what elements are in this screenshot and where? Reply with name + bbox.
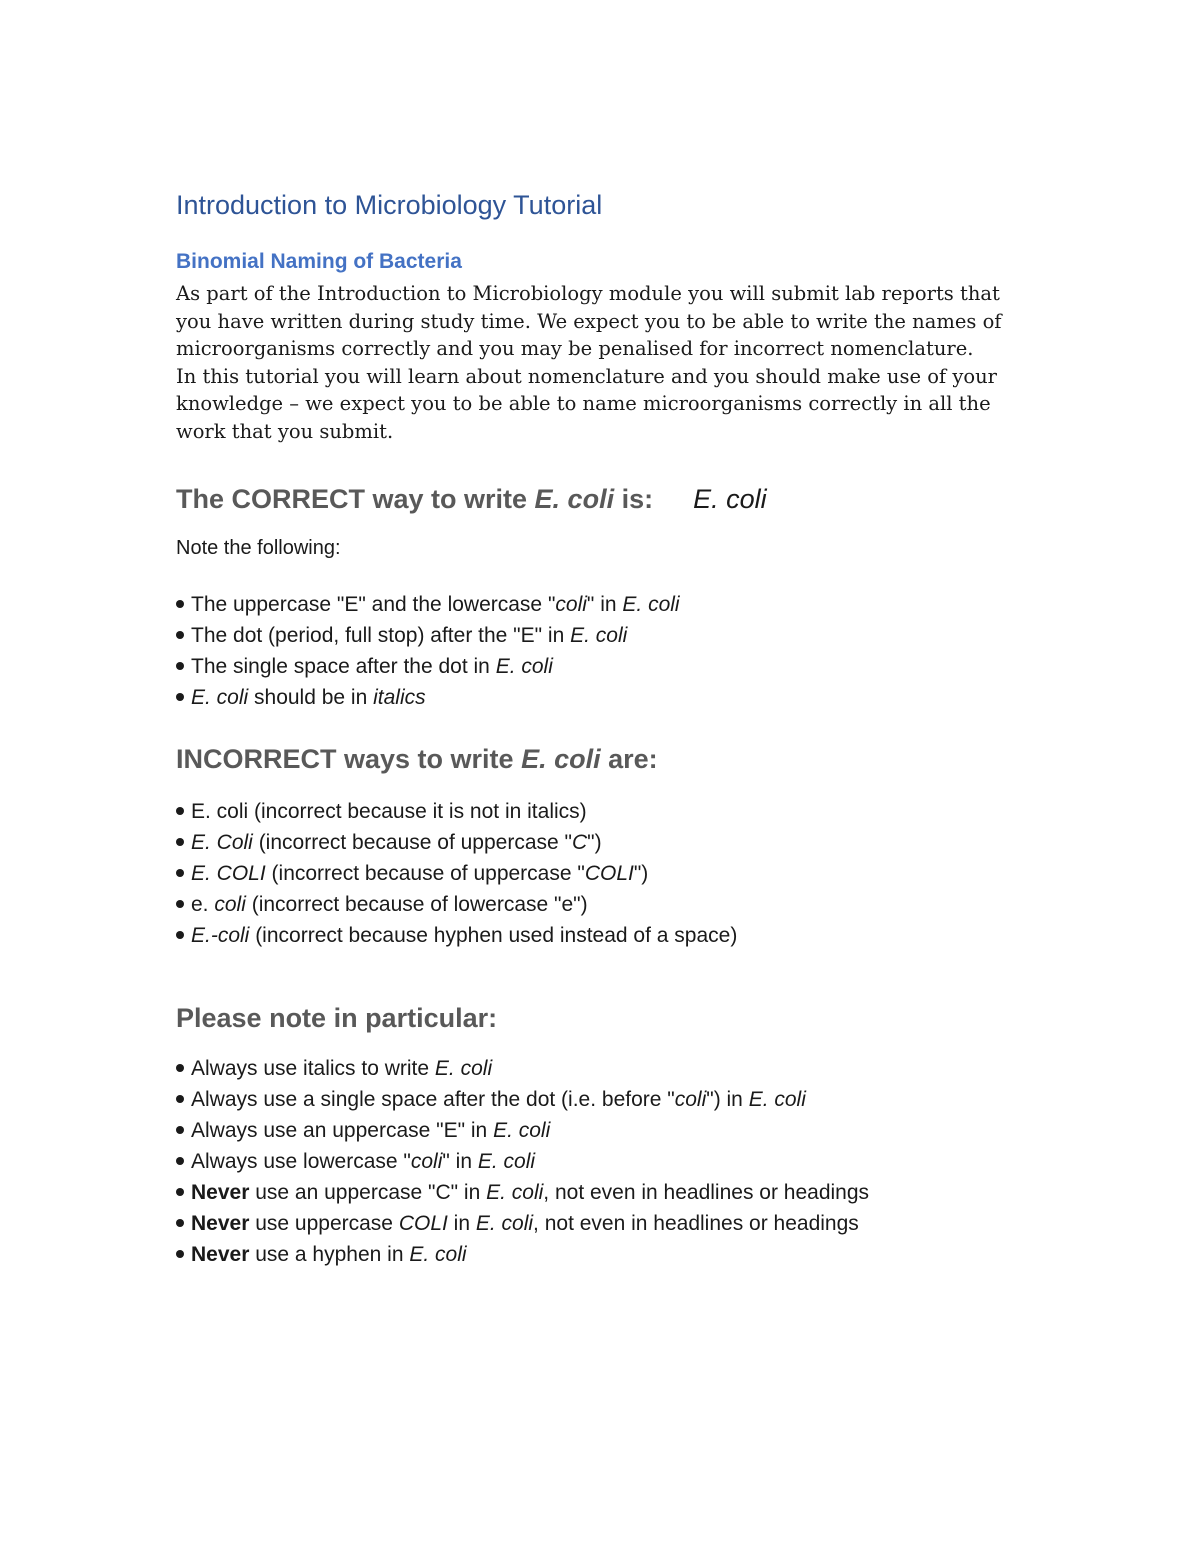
text-run: E. coli	[477, 1150, 536, 1173]
text-run: E. coli (incorrect because it is not in italics)	[191, 800, 587, 823]
list-item	[176, 920, 737, 951]
correct-answer: E. coli	[693, 484, 767, 514]
text-run: E. Coli	[191, 831, 253, 854]
correct-heading-name: E. coli	[534, 484, 615, 514]
text-run: E. coli	[495, 655, 553, 678]
text-run: " in	[586, 593, 623, 616]
bullet-icon	[176, 838, 184, 846]
text-run: E. COLI	[191, 862, 266, 885]
bullet-icon	[176, 931, 184, 939]
bullet-icon	[176, 631, 184, 639]
text-run: Never	[191, 1212, 250, 1235]
text-run: Always use an uppercase "E" in	[191, 1119, 494, 1142]
text-run: E. coli	[493, 1119, 551, 1142]
intro-line: In this tutorial you will learn about nomenclature and you should make use of your	[176, 364, 997, 388]
list-item	[176, 1146, 869, 1177]
note-label: Note the following:	[176, 537, 341, 559]
list-item	[176, 620, 680, 651]
intro-line: As part of the Introduction to Microbiology module you will submit lab reports that	[176, 282, 1000, 305]
text-run: C	[571, 831, 588, 854]
page-title: Introduction to Microbiology Tutorial	[176, 190, 603, 220]
text-run: COLI	[398, 1212, 448, 1235]
bullet-icon	[176, 1126, 184, 1134]
text-run: (incorrect because hyphen used instead of a space)	[249, 924, 738, 947]
bullet-icon	[176, 1250, 184, 1258]
list-item	[176, 682, 680, 713]
list-item	[176, 589, 680, 620]
text-run: use a hyphen in	[249, 1243, 410, 1266]
text-run: italics	[373, 686, 426, 709]
section-subtitle: Binomial Naming of Bacteria	[176, 250, 462, 273]
text-run: , not even in headlines or headings	[533, 1212, 859, 1235]
text-run: Always use lowercase "	[191, 1150, 411, 1173]
text-run: (incorrect because of uppercase "	[265, 862, 585, 885]
bullet-icon	[176, 693, 184, 701]
text-run: E. coli	[622, 593, 680, 616]
list-item	[176, 1208, 869, 1239]
correct-heading	[176, 484, 767, 515]
bullet-icon	[176, 1219, 184, 1227]
text-run: E. coli	[486, 1181, 544, 1204]
text-run: (incorrect because of lowercase "e")	[245, 893, 588, 916]
bullet-icon	[176, 1188, 184, 1196]
text-run: " in	[442, 1150, 478, 1173]
list-item	[176, 1177, 869, 1208]
intro-paragraph	[176, 280, 1056, 445]
rules-list	[176, 1053, 869, 1270]
text-run: coli	[214, 893, 246, 916]
text-run: Never	[191, 1181, 250, 1204]
list-item	[176, 858, 737, 889]
text-run: E. coli	[191, 686, 249, 709]
correct-heading-prefix: The CORRECT way to write	[176, 484, 535, 514]
text-run: E. coli	[748, 1088, 806, 1111]
bullet-icon	[176, 662, 184, 670]
intro-line: you have written during study time. We expect you to be able to write the names of	[176, 309, 1002, 333]
bullet-icon	[176, 1095, 184, 1103]
text-run: Never	[191, 1243, 250, 1266]
text-run: E.-coli	[191, 924, 250, 947]
text-run: use an uppercase "C" in	[249, 1181, 487, 1204]
intro-line: knowledge – we expect you to be able to name microorganisms correctly in all the	[176, 392, 991, 415]
text-run: in	[447, 1212, 476, 1235]
text-run: Always use a single space after the dot (i.e. before "	[191, 1088, 675, 1111]
incorrect-heading	[176, 744, 658, 775]
text-run: The single space after the dot in	[191, 655, 496, 678]
list-item	[176, 651, 680, 682]
text-run: ")	[633, 862, 649, 885]
please-note-heading: Please note in particular:	[176, 1003, 498, 1033]
bullet-icon	[176, 807, 184, 815]
correct-points-list	[176, 589, 680, 713]
incorrect-examples-list	[176, 796, 737, 951]
text-run: coli	[674, 1088, 707, 1111]
bullet-icon	[176, 900, 184, 908]
bullet-icon	[176, 1064, 184, 1072]
text-run: e.	[191, 893, 215, 916]
text-run: Always use italics to write	[191, 1057, 435, 1080]
list-item	[176, 827, 737, 858]
text-run: COLI	[584, 862, 634, 885]
text-run: (incorrect because of uppercase "	[252, 831, 572, 854]
intro-line: work that you submit.	[176, 419, 394, 443]
text-run: The uppercase "E" and the lowercase "	[191, 593, 556, 616]
text-run: should be in	[248, 686, 374, 709]
intro-line: microorganisms correctly and you may be penalised for incorrect nomenclature.	[176, 337, 974, 360]
list-item	[176, 1053, 869, 1084]
text-run: , not even in headlines or headings	[543, 1181, 870, 1204]
text-run: coli	[410, 1150, 443, 1173]
list-item	[176, 796, 737, 827]
correct-heading-suffix: is:	[614, 484, 654, 514]
text-run: E. coli	[475, 1212, 534, 1235]
text-run: ")	[587, 831, 602, 854]
incorrect-heading-suffix: are:	[600, 744, 658, 774]
text-run: ") in	[706, 1088, 749, 1111]
list-item	[176, 1239, 869, 1270]
text-run: coli	[555, 593, 587, 616]
list-item	[176, 1115, 869, 1146]
text-run: use uppercase	[249, 1212, 399, 1235]
text-run: The dot (period, full stop) after the "E" in	[191, 624, 571, 647]
bullet-icon	[176, 869, 184, 877]
list-item	[176, 1084, 869, 1115]
incorrect-heading-name: E. coli	[521, 744, 601, 774]
text-run: E. coli	[570, 624, 628, 647]
text-run: E. coli	[434, 1057, 493, 1080]
incorrect-heading-prefix: INCORRECT ways to write	[176, 744, 522, 774]
bullet-icon	[176, 600, 184, 608]
text-run: E. coli	[409, 1243, 467, 1266]
bullet-icon	[176, 1157, 184, 1165]
list-item	[176, 889, 737, 920]
